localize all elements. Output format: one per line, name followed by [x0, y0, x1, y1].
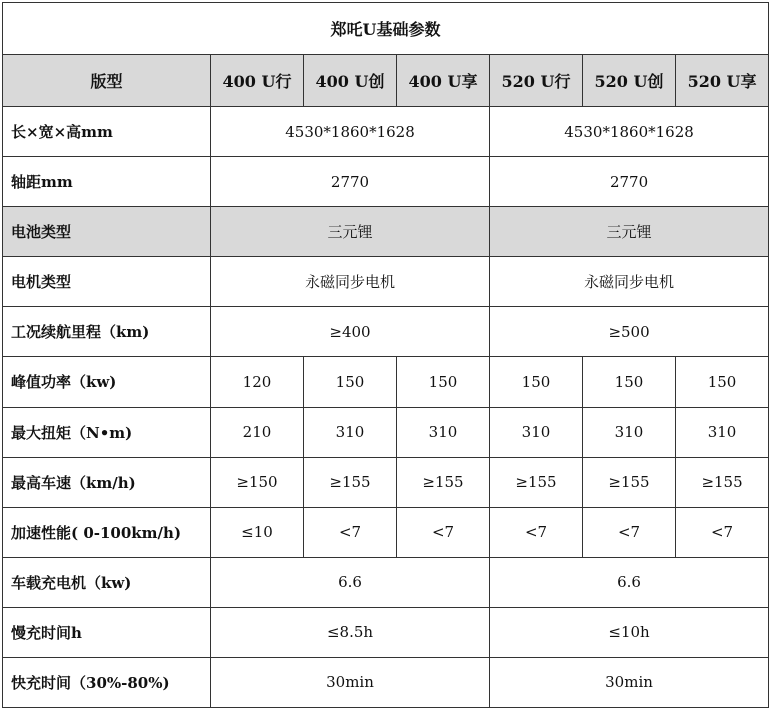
cell-520-group: 三元锂 [490, 207, 769, 257]
cell-400-group: 永磁同步电机 [211, 257, 490, 307]
cell-value: 150 [583, 357, 676, 407]
cell-value: ≤10 [211, 507, 304, 557]
header-model: 520 U享 [676, 55, 769, 107]
cell-value: ≥155 [676, 457, 769, 507]
cell-value: 310 [397, 407, 490, 457]
cell-value: <7 [490, 507, 583, 557]
cell-value: ≥155 [490, 457, 583, 507]
cell-520-group: ≤10h [490, 607, 769, 657]
cell-value: ≥150 [211, 457, 304, 507]
table-row [3, 407, 769, 457]
cell-value: 150 [397, 357, 490, 407]
table-row [3, 507, 769, 557]
row-label: 工况续航里程（km) [3, 307, 211, 357]
table-row [3, 257, 769, 307]
row-label: 最高车速（km/h) [3, 457, 211, 507]
table-title: 郑吒U基础参数 [3, 3, 769, 55]
spec-table [2, 2, 769, 708]
header-label: 版型 [3, 55, 211, 107]
cell-520-group: 永磁同步电机 [490, 257, 769, 307]
table-row [3, 457, 769, 507]
row-label: 加速性能( 0-100km/h) [3, 507, 211, 557]
cell-value: 120 [211, 357, 304, 407]
cell-value: 310 [583, 407, 676, 457]
cell-400-group: 30min [211, 657, 490, 707]
row-label: 最大扭矩（N•m) [3, 407, 211, 457]
table-row [3, 207, 769, 257]
table-row [3, 557, 769, 607]
cell-value: 210 [211, 407, 304, 457]
table-row [3, 307, 769, 357]
cell-520-group: 6.6 [490, 557, 769, 607]
cell-value: <7 [676, 507, 769, 557]
cell-value: 150 [490, 357, 583, 407]
table-row [3, 157, 769, 207]
row-label: 电池类型 [3, 207, 211, 257]
cell-520-group: 4530*1860*1628 [490, 107, 769, 157]
cell-400-group: 6.6 [211, 557, 490, 607]
cell-value: <7 [583, 507, 676, 557]
header-model: 400 U创 [304, 55, 397, 107]
cell-value: ≥155 [304, 457, 397, 507]
cell-value: <7 [304, 507, 397, 557]
cell-400-group: ≥400 [211, 307, 490, 357]
cell-value: 150 [304, 357, 397, 407]
cell-value: 310 [304, 407, 397, 457]
row-label: 车载充电机（kw) [3, 557, 211, 607]
cell-400-group: 4530*1860*1628 [211, 107, 490, 157]
header-row [3, 55, 769, 107]
table-row [3, 607, 769, 657]
row-label: 轴距mm [3, 157, 211, 207]
header-model: 520 U行 [490, 55, 583, 107]
cell-value: <7 [397, 507, 490, 557]
cell-400-group: 三元锂 [211, 207, 490, 257]
row-label: 峰值功率（kw) [3, 357, 211, 407]
row-label: 长×宽×高mm [3, 107, 211, 157]
row-label: 电机类型 [3, 257, 211, 307]
row-label: 慢充时间h [3, 607, 211, 657]
title-row [3, 3, 769, 55]
table-row [3, 357, 769, 407]
header-model: 520 U创 [583, 55, 676, 107]
table-row [3, 107, 769, 157]
header-model: 400 U享 [397, 55, 490, 107]
cell-value: 150 [676, 357, 769, 407]
cell-400-group: ≤8.5h [211, 607, 490, 657]
cell-400-group: 2770 [211, 157, 490, 207]
cell-520-group: 2770 [490, 157, 769, 207]
row-label: 快充时间（30%-80%) [3, 657, 211, 707]
cell-value: ≥155 [397, 457, 490, 507]
table-row [3, 657, 769, 707]
header-model: 400 U行 [211, 55, 304, 107]
cell-520-group: 30min [490, 657, 769, 707]
cell-value: 310 [490, 407, 583, 457]
cell-value: 310 [676, 407, 769, 457]
cell-value: ≥155 [583, 457, 676, 507]
cell-520-group: ≥500 [490, 307, 769, 357]
